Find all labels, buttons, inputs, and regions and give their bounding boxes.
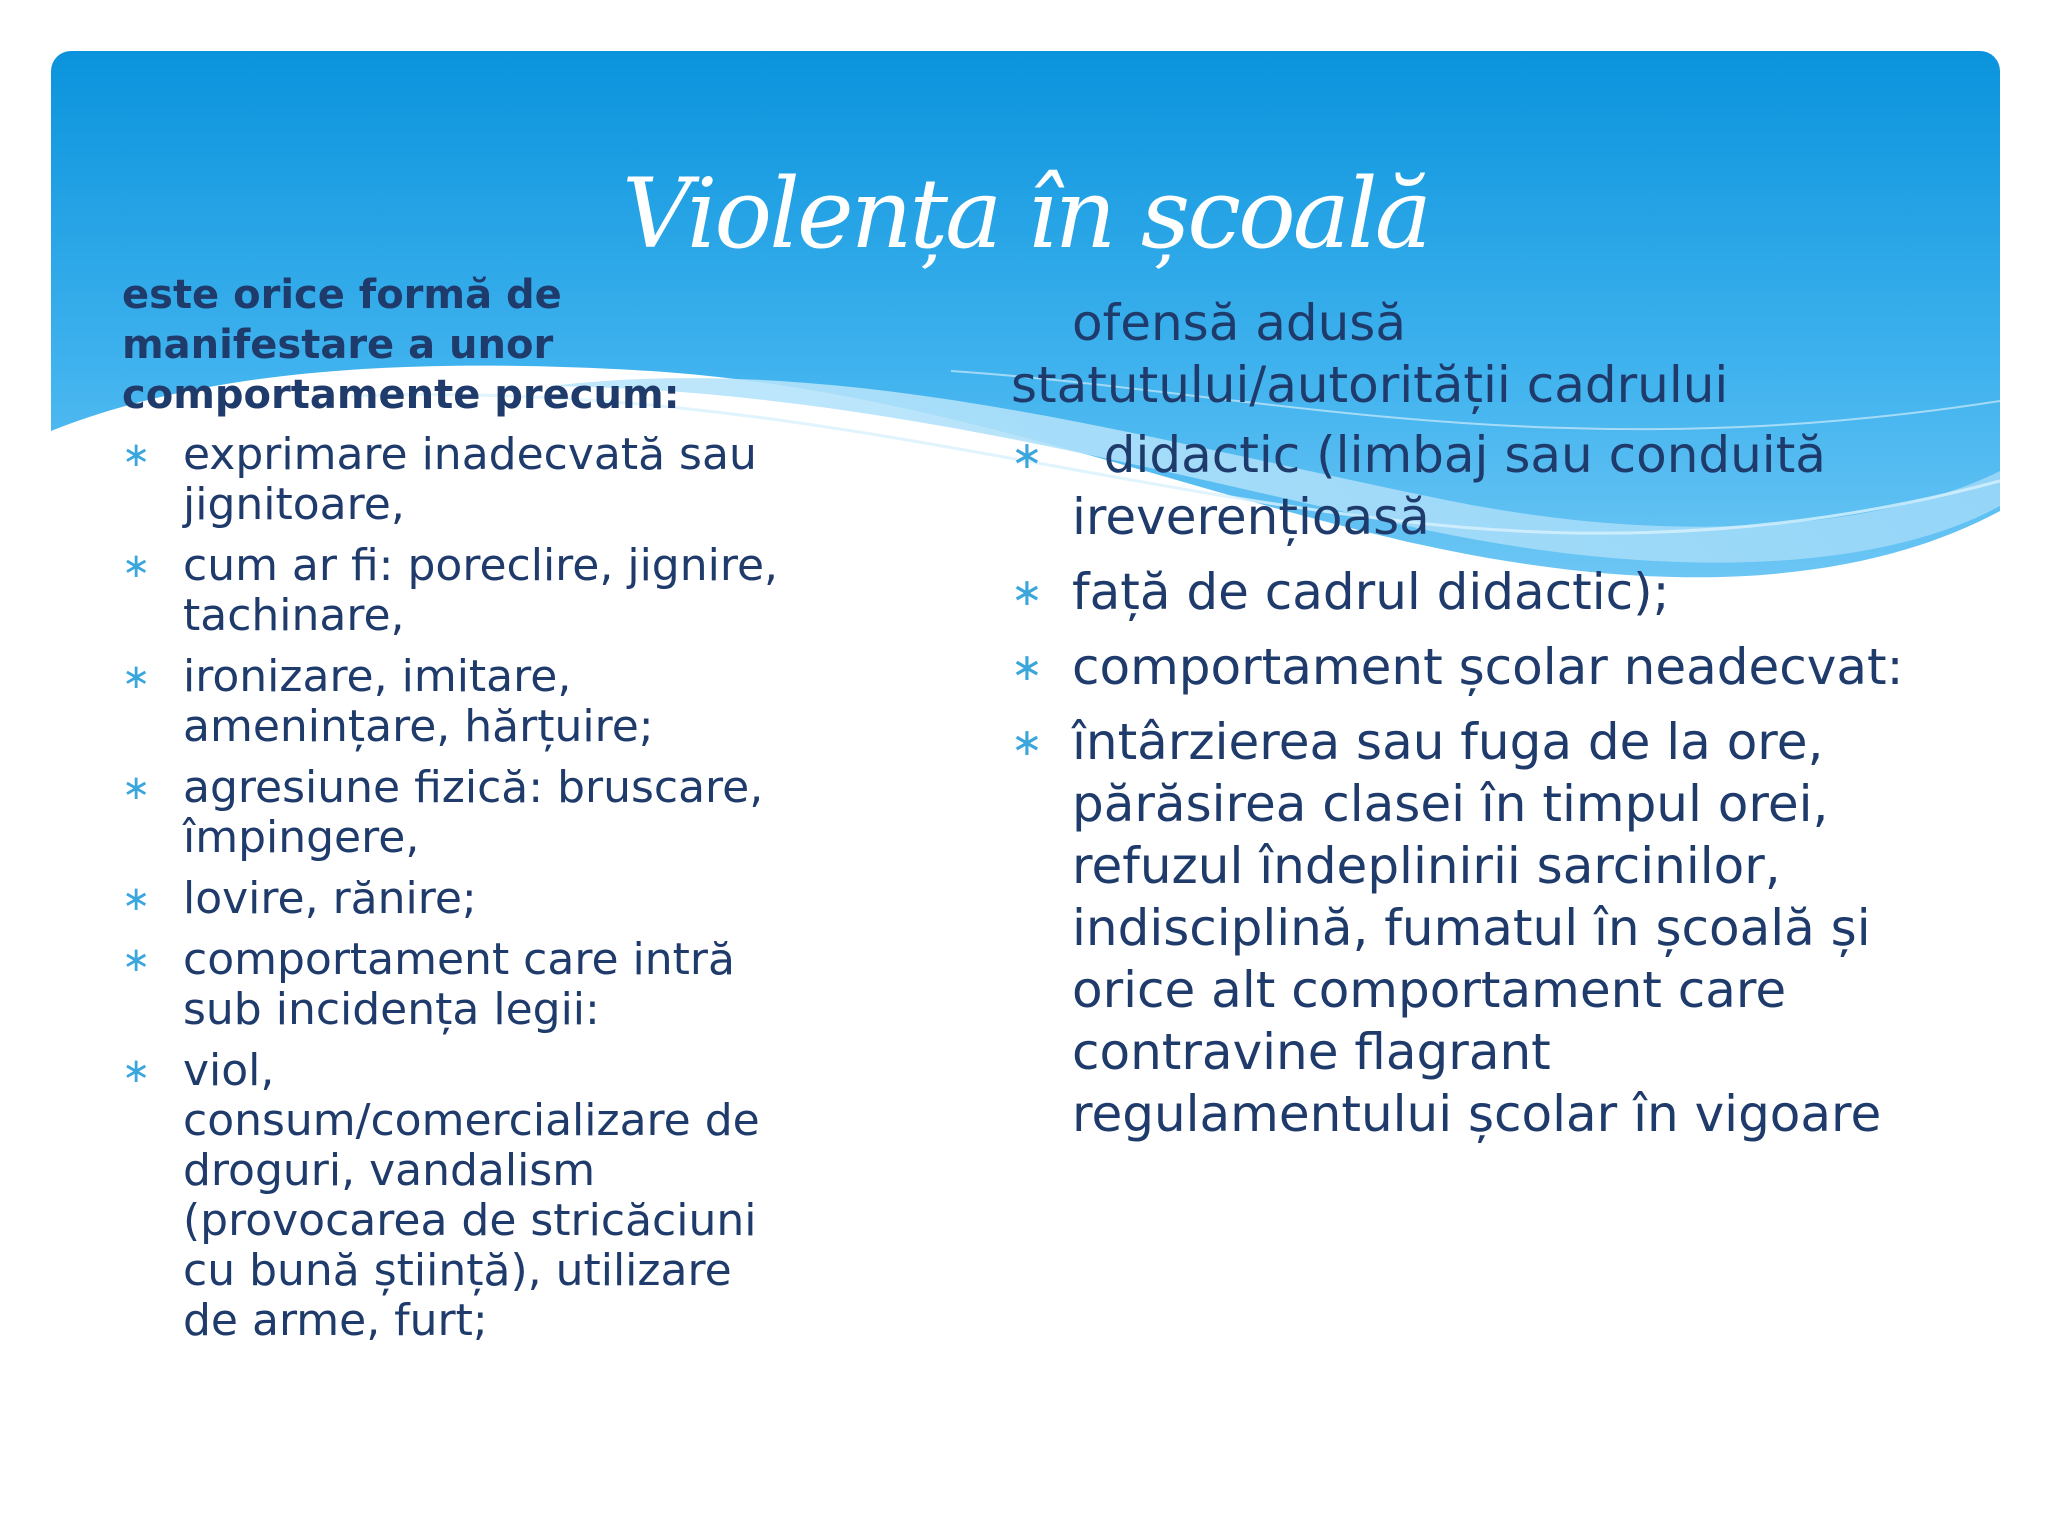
- list-item: [122, 430, 782, 530]
- list-item: [122, 541, 782, 641]
- continuation-line: statutului/autorității cadrului: [1011, 356, 1729, 414]
- asterisk-bullet-icon: ∗: [122, 546, 151, 586]
- left-column: [122, 270, 782, 1357]
- list-item: [122, 935, 782, 1035]
- right-bullet-list: [1011, 424, 1911, 1145]
- list-item-text: comportament care intră sub incidența legii:: [183, 934, 735, 1035]
- left-bullet-list: [122, 430, 782, 1346]
- right-column: [1011, 292, 1911, 1158]
- list-item-text: viol, consum/comercializare de droguri, vandalism (provocarea de stricăciuni cu bună știință), utilizare de arme, furt;: [183, 1045, 760, 1346]
- asterisk-bullet-icon: ∗: [1011, 645, 1043, 689]
- intro-line: comportamente precum:: [122, 372, 680, 418]
- asterisk-bullet-icon: ∗: [1011, 570, 1043, 614]
- list-item-text: exprimare inadecvată sau jignitoare,: [183, 429, 757, 530]
- asterisk-bullet-icon: ∗: [122, 879, 151, 919]
- list-item-text: comportament școlar neadecvat:: [1072, 638, 1904, 696]
- list-item-text: întârzierea sau fuga de la ore, părăsirea clasei în timpul orei, refuzul îndeplinirii sarcinilor, indisciplină, fumatul în școală și orice alt comportament care contravine flagrant regulamentului școlar în vigoare: [1072, 713, 1882, 1143]
- slide-title: Violența în școală: [622, 158, 1429, 270]
- asterisk-bullet-icon: ∗: [122, 768, 151, 808]
- list-item-text: lovire, rănire;: [183, 873, 477, 924]
- list-item: [122, 652, 782, 752]
- asterisk-bullet-icon: ∗: [122, 1051, 151, 1091]
- list-item: [1011, 424, 1911, 548]
- asterisk-bullet-icon: ∗: [1011, 720, 1043, 764]
- intro-text: [122, 270, 782, 420]
- list-item-text: cum ar fi: poreclire, jignire, tachinare,: [183, 540, 779, 641]
- asterisk-bullet-icon: ∗: [122, 435, 151, 475]
- list-item: [1011, 711, 1911, 1145]
- list-item-text: ironizare, imitare, amenințare, hărțuire;: [183, 651, 654, 752]
- list-item: [122, 1046, 782, 1346]
- asterisk-bullet-icon: ∗: [122, 940, 151, 980]
- continuation-text: [1011, 292, 1911, 416]
- asterisk-bullet-icon: ∗: [1011, 433, 1043, 477]
- list-item: [1011, 561, 1911, 623]
- continuation-line: ofensă adusă: [1072, 294, 1406, 352]
- list-item-text: față de cadrul didactic);: [1072, 563, 1670, 621]
- list-item: [122, 763, 782, 863]
- list-item-text: didactic (limbaj sau conduită ireverențioasă: [1072, 426, 1842, 546]
- list-item-text: agresiune fizică: bruscare, împingere,: [183, 762, 764, 863]
- intro-line: este orice formă de: [122, 272, 562, 318]
- asterisk-bullet-icon: ∗: [122, 657, 151, 697]
- list-item: [122, 874, 782, 924]
- list-item: [1011, 636, 1911, 698]
- intro-line: manifestare a unor: [122, 322, 554, 368]
